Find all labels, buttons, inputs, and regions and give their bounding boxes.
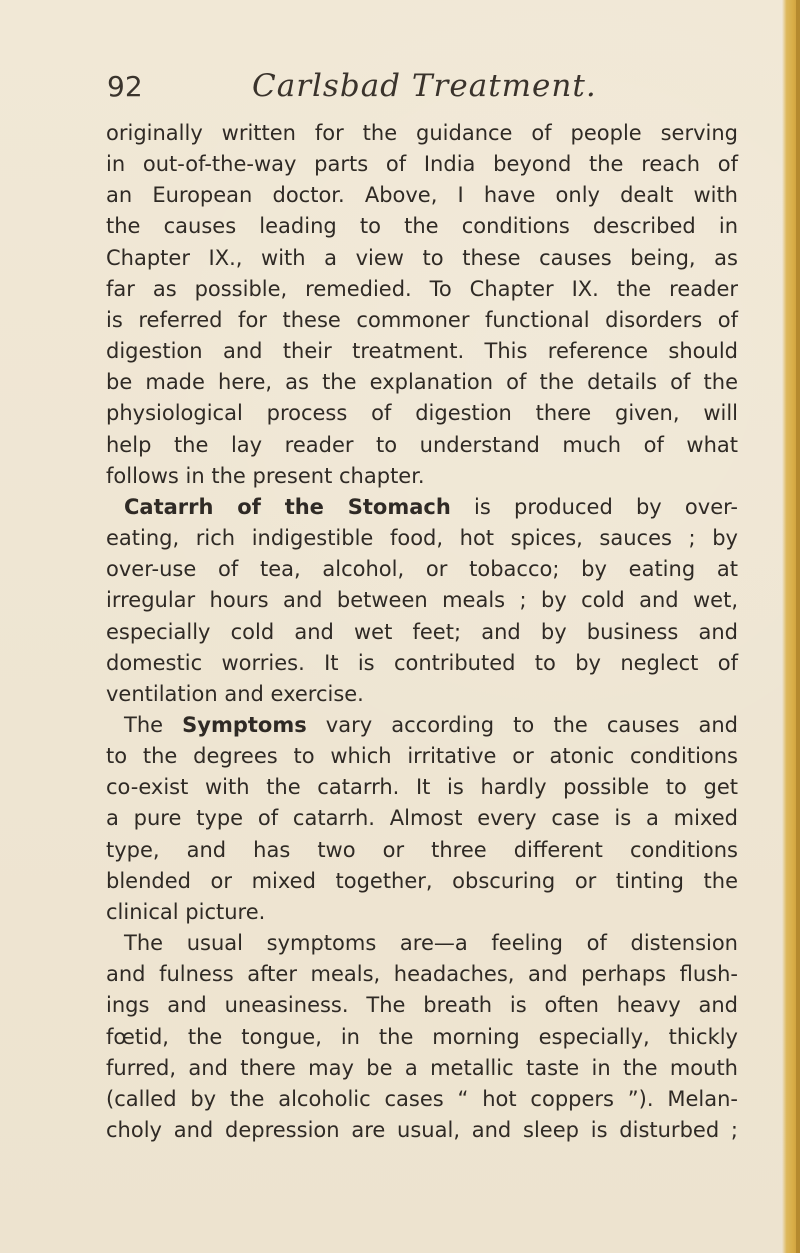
text-line: co-exist with the catarrh. It is hardly possible to get bbox=[106, 775, 738, 800]
text-line: physiological process of digestion there given, will bbox=[106, 401, 738, 426]
text-line: domestic worries. It is contributed to by neglect of bbox=[106, 650, 738, 675]
text-line: irregular hours and between meals ; by cold and wet, bbox=[106, 588, 738, 613]
text-line: and fulness after meals, headaches, and perhaps flush- bbox=[106, 962, 738, 987]
text-line: eating, rich indigestible food, hot spices, sauces ; by bbox=[106, 526, 738, 551]
text-line: (called by the alcoholic cases “ hot coppers ”). Melan- bbox=[106, 1086, 738, 1111]
text-line: is referred for these commoner functional disorders of bbox=[106, 307, 738, 332]
text-fragment: is produced by over- bbox=[450, 494, 738, 519]
text-fragment: The bbox=[124, 712, 183, 737]
text-line: an European doctor. Above, I have only dealt with bbox=[106, 183, 738, 208]
text-line: ings and uneasiness. The breath is often heavy and bbox=[106, 993, 738, 1018]
paragraph-symptoms-start bbox=[106, 710, 738, 741]
text-line: Chapter IX., with a view to these causes being, as bbox=[106, 245, 738, 270]
text-line: ventilation and exercise. bbox=[106, 681, 364, 706]
text-line: especially cold and wet feet; and by business and bbox=[106, 619, 738, 644]
page-header bbox=[107, 70, 727, 106]
text-line: help the lay reader to understand much of what bbox=[106, 432, 738, 457]
bold-heading: Symptoms bbox=[182, 712, 307, 737]
text-line: to the degrees to which irritative or atonic conditions bbox=[106, 744, 738, 769]
page-edge bbox=[782, 0, 800, 1253]
text-line: fœtid, the tongue, in the morning especially, thickly bbox=[106, 1024, 738, 1049]
body-text bbox=[106, 118, 738, 1146]
text-line: clinical picture. bbox=[106, 899, 266, 924]
text-line: the causes leading to the conditions described in bbox=[106, 214, 738, 239]
text-line: choly and depression are usual, and sleep is disturbed ; bbox=[106, 1118, 738, 1142]
text-line: in out-of-the-way parts of India beyond the reach of bbox=[106, 152, 738, 177]
text-line: over-use of tea, alcohol, or tobacco; by eating at bbox=[106, 557, 738, 582]
page-number: 92 bbox=[107, 70, 143, 103]
text-line: furred, and there may be a metallic taste in the mouth bbox=[106, 1055, 738, 1080]
bold-heading: Catarrh of the Stomach bbox=[124, 494, 451, 519]
text-line: The usual symptoms are—a feeling of distension bbox=[124, 931, 738, 956]
paragraph-catarrh-start bbox=[106, 492, 738, 523]
text-line: type, and has two or three different conditions bbox=[106, 837, 738, 862]
text-line: far as possible, remedied. To Chapter IX. the reader bbox=[106, 276, 738, 301]
text-line: blended or mixed together, obscuring or tinting the bbox=[106, 868, 738, 893]
text-line: originally written for the guidance of people serving bbox=[106, 121, 738, 145]
text-fragment: vary according to the causes and bbox=[306, 712, 738, 737]
running-title: Carlsbad Treatment. bbox=[252, 68, 597, 104]
text-line: follows in the present chapter. bbox=[106, 463, 425, 488]
text-line: digestion and their treatment. This reference should bbox=[106, 339, 738, 364]
text-line: a pure type of catarrh. Almost every case is a mixed bbox=[106, 806, 738, 831]
text-line: be made here, as the explanation of the details of the bbox=[106, 370, 738, 395]
